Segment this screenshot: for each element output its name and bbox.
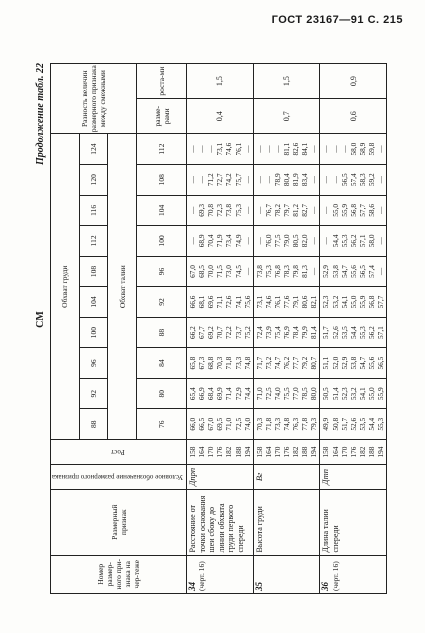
- header-symbol: Условное обозначение размерного признака: [51, 464, 187, 489]
- row-symbol: Вг: [253, 464, 320, 489]
- value-column: 72,4 73,9 75,4 76,9 78,4 79,9 81,4: [253, 317, 320, 348]
- bust-value: 88: [79, 409, 108, 440]
- value-column: 66,2 67,7 69,2 70,7 72,2 73,7 75,2: [187, 317, 254, 348]
- waist-value: 104: [136, 195, 186, 226]
- waist-value: 80: [136, 378, 186, 409]
- row-name: Расстояние от точки основания шеи сбоку до линии обхвата груди первого спереди: [187, 489, 254, 555]
- value-column: — — — 73,1 74,6 76,1 —: [187, 134, 254, 165]
- row-name: Высота груди: [253, 489, 320, 555]
- bust-value: 96: [79, 348, 108, 379]
- value-column: 51,1 52,0 52,9 53,8 54,7 55,6 56,5: [320, 348, 387, 379]
- table-caption-row: [32, 63, 48, 594]
- value-column: — 69,3 70,8 72,3 73,8 75,3 —: [187, 195, 254, 226]
- row-growth: 158 164 170 176 182 188 194: [253, 440, 320, 465]
- diff-growths: 0,9: [320, 64, 387, 99]
- value-column: 73,1 74,6 76,1 77,6 79,1 80,6 82,1: [253, 287, 320, 318]
- row-symbol: Дтп: [320, 464, 387, 489]
- value-column: 73,8 75,3 76,8 78,3 79,8 81,3 —: [253, 256, 320, 287]
- page-header: ГОСТ 23167—91 С. 215: [271, 14, 403, 26]
- diff-sizes: 0,4: [187, 99, 254, 134]
- units-label: СМ: [34, 311, 46, 328]
- waist-value: 108: [136, 164, 186, 195]
- row-growth: 158 164 170 176 182 188 194: [187, 440, 254, 465]
- value-column: 50,5 51,4 52,3 53,2 54,1 55,0 55,9: [320, 378, 387, 409]
- value-column: 52,9 53,8 54,7 55,6 56,5 57,4 —: [320, 256, 387, 287]
- value-column: — 76,0 77,5 79,0 80,5 82,0 —: [253, 226, 320, 257]
- diff-sizes: 0,7: [253, 99, 320, 134]
- waist-value: 76: [136, 409, 186, 440]
- table-title: Продолжение табл. 22: [34, 63, 46, 166]
- diff-growths: 1,5: [253, 64, 320, 99]
- row-number: 36 (черт. 16): [320, 555, 387, 593]
- waist-value: 88: [136, 317, 186, 348]
- value-column: 71,0 72,5 74,0 75,5 77,0 78,5 80,0: [253, 378, 320, 409]
- header-waist-girth: Обхват талии: [108, 134, 137, 440]
- waist-value: 92: [136, 287, 186, 318]
- bust-value: 92: [79, 378, 108, 409]
- row-name: Длина талии спереди: [320, 489, 387, 555]
- waist-value: 100: [136, 226, 186, 257]
- table-row: [187, 64, 254, 594]
- value-column: 71,7 73,2 74,7 76,2 77,7 79,2 80,7: [253, 348, 320, 379]
- value-column: 67,0 68,5 70,0 71,5 73,0 74,5 —: [187, 256, 254, 287]
- value-column: — — 78,9 80,4 81,9 83,4 —: [253, 164, 320, 195]
- waist-value: 96: [136, 256, 186, 287]
- value-column: — 76,7 78,2 79,7 81,2 82,7 —: [253, 195, 320, 226]
- header-diff-sizes: разме-рами: [136, 99, 186, 134]
- value-column: — — — 81,1 82,6 84,1 —: [253, 134, 320, 165]
- value-column: — 55,0 55,9 56,8 57,7 58,6 —: [320, 195, 387, 226]
- value-column: — 68,9 70,4 71,9 73,4 74,9 —: [187, 226, 254, 257]
- bust-value: 108: [79, 256, 108, 287]
- header-bust-girth: Обхват груди: [51, 134, 80, 440]
- header-diff-growths: роста-ми: [136, 64, 186, 99]
- table-row: [320, 64, 387, 594]
- value-column: — — 56,5 57,4 58,3 59,2 —: [320, 164, 387, 195]
- bust-value: 100: [79, 317, 108, 348]
- diff-growths: 1,5: [187, 64, 254, 99]
- header-number: Номер размер-ного при-знака на чер-теже: [51, 555, 187, 593]
- value-column: 51,7 52,6 53,5 54,4 55,3 56,2 57,1: [320, 317, 387, 348]
- bust-value: 120: [79, 164, 108, 195]
- value-column: 70,3 71,8 73,3 74,8 76,3 77,8 79,3: [253, 409, 320, 440]
- value-column: 65,4 66,9 68,4 69,9 71,4 72,9 74,4: [187, 378, 254, 409]
- bust-value: 116: [79, 195, 108, 226]
- rotated-content: [32, 63, 402, 594]
- value-column: — — — 58,0 58,9 59,8 —: [320, 134, 387, 165]
- header-difference: Разность величин размерного признака между смежными: [51, 64, 137, 134]
- value-column: — — 71,2 72,7 74,2 75,7 —: [187, 164, 254, 195]
- rotated-table-area: [32, 63, 402, 594]
- value-column: 49,9 50,8 51,7 52,6 53,5 54,4 55,3: [320, 409, 387, 440]
- waist-value: 84: [136, 348, 186, 379]
- row-growth: 158 164 170 176 182 188 194: [320, 440, 387, 465]
- table-row: [253, 64, 320, 594]
- value-column: 65,8 67,3 68,8 70,3 71,8 73,3 74,8: [187, 348, 254, 379]
- row-symbol: Дпрп: [187, 464, 254, 489]
- size-table: [50, 63, 387, 594]
- waist-value: 112: [136, 134, 186, 165]
- row-number: 35: [253, 555, 320, 593]
- header-growth: Рост: [51, 440, 187, 465]
- bust-value: 104: [79, 287, 108, 318]
- bust-value: 112: [79, 226, 108, 257]
- diff-sizes: 0,6: [320, 99, 387, 134]
- row-number: 34 (черт. 16): [187, 555, 254, 593]
- header-row-1: [51, 64, 80, 594]
- value-column: 66,6 68,1 69,6 71,1 72,6 74,1 75,6: [187, 287, 254, 318]
- value-column: 66,0 66,5 67,0 69,5 71,0 72,5 74,0: [187, 409, 254, 440]
- header-name: Размерный признак: [51, 489, 187, 555]
- bust-value: 124: [79, 134, 108, 165]
- value-column: 52,3 53,2 54,1 55,0 55,9 56,8 57,7: [320, 287, 387, 318]
- value-column: — 54,4 55,3 56,2 57,1 58,0 —: [320, 226, 387, 257]
